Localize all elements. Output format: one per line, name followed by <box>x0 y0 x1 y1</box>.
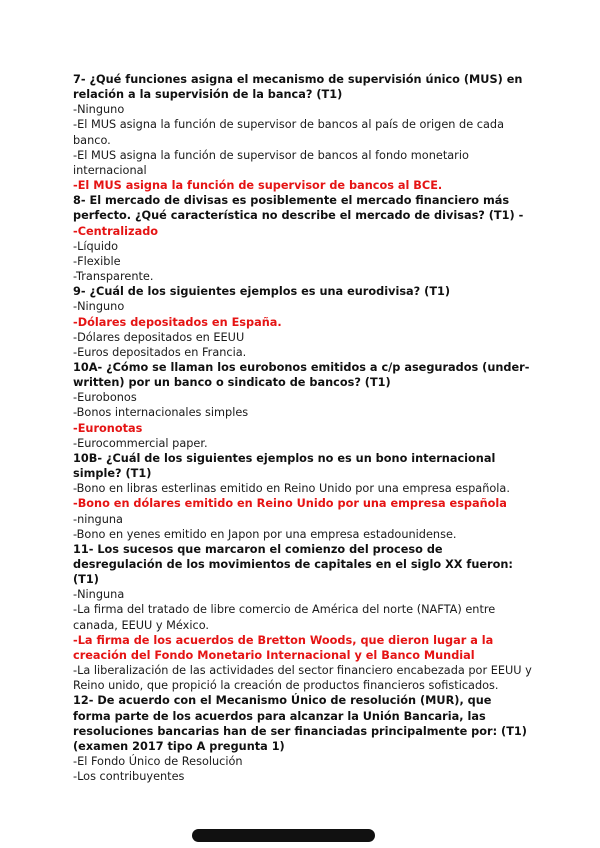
option: -Líquido <box>73 239 119 253</box>
question-11: 11- Los sucesos que marcaron el comienzo del proceso de desregulación de los movimientos de capitales en el siglo XX fueron: (T1) <box>73 542 513 587</box>
question-8: 8- El mercado de divisas es posiblemente el mercado financiero más perfecto. ¿Qué característica no describe el mercado de divisas? (T1) - <box>73 194 524 223</box>
question-12: 12- De acuerdo con el Mecanismo Único de resolución (MUR), que forma parte de los acuerdos para alcanzar la Unión Bancaria, las resoluciones bancarias han de ser financiadas principalmente por: (T1) (examen 2017 tipo A pregunta 1) <box>73 694 527 753</box>
option: -La liberalización de las actividades del sector financiero encabezada por EEUU y Reino unido, que propició la creación de productos financieros sofisticados. <box>73 664 532 693</box>
correct-answer: -La firma de los acuerdos de Bretton Woods, que dieron lugar a la creación del Fondo Monetario Internacional y el Banco Mundial <box>73 633 494 662</box>
document-body <box>73 72 533 784</box>
option: -Bono en yenes emitido en Japon por una empresa estadounidense. <box>73 527 457 541</box>
question-10a: 10A- ¿Cómo se llaman los eurobonos emitidos a c/p asegurados (under-written) por un banco o sindicato de bancos? (T1) <box>73 360 530 390</box>
correct-answer: -Centralizado <box>73 224 159 238</box>
option: -Bonos internacionales simples <box>73 406 249 420</box>
option: -El MUS asigna la función de supervisor de bancos al país de origen de cada banco. <box>73 118 504 147</box>
option: -Flexible <box>73 254 121 268</box>
option: -Ninguno <box>73 300 125 314</box>
option: -El Fondo Único de Resolución <box>73 755 243 769</box>
option: -Eurobonos <box>73 391 137 405</box>
correct-answer: -El MUS asigna la función de supervisor de bancos al BCE. <box>73 179 443 193</box>
correct-answer: -Euronotas <box>73 421 143 435</box>
redaction-bar <box>192 829 375 842</box>
option: -Transparente. <box>73 270 154 284</box>
option: -Dólares depositados en EEUU <box>73 330 245 344</box>
option: -Bono en libras esterlinas emitido en Reino Unido por una empresa española. <box>73 482 510 496</box>
option: -Ninguna <box>73 588 125 602</box>
question-7: 7- ¿Qué funciones asigna el mecanismo de supervisión único (MUS) en relación a la supervisión de la banca? (T1) <box>73 73 523 102</box>
option: -Los contribuyentes <box>73 770 185 784</box>
option: -ninguna <box>73 512 123 526</box>
option: -Ninguno <box>73 103 125 117</box>
correct-answer: -Bono en dólares emitido en Reino Unido por una empresa española <box>73 497 507 511</box>
question-9: 9- ¿Cuál de los siguientes ejemplos es una eurodivisa? (T1) <box>73 285 451 299</box>
option: -Euros depositados en Francia. <box>73 345 247 359</box>
question-10b: 10B- ¿Cuál de los siguientes ejemplos no es un bono internacional simple? (T1) <box>73 451 496 481</box>
option: -Eurocommercial paper. <box>73 436 208 450</box>
correct-answer: -Dólares depositados en España. <box>73 315 282 329</box>
option: -El MUS asigna la función de supervisor de bancos al fondo monetario internacional <box>73 148 469 177</box>
option: -La firma del tratado de libre comercio de América del norte (NAFTA) entre canada, EEUU y México. <box>73 603 496 632</box>
